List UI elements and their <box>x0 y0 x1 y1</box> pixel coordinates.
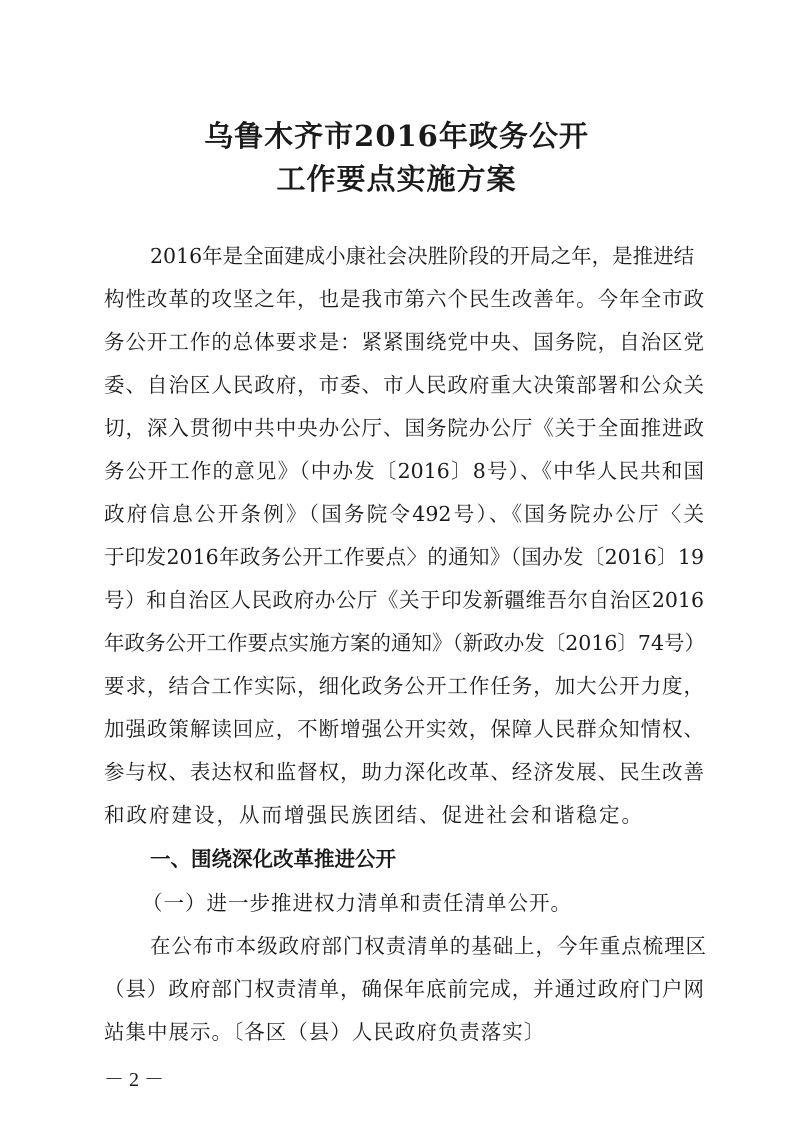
paragraph-line: 在公布市本级政府部门权责清单的基础上，今年重点梳理区 <box>150 934 706 958</box>
paragraph-line: 年政务公开工作要点实施方案的通知》（新政办发〔2016〕74号） <box>104 631 706 655</box>
paragraph-line: 2016年是全面建成小康社会决胜阶段的开局之年，是推进结 <box>150 244 695 268</box>
paragraph-line: 务公开工作的总体要求是：紧紧围绕党中央、国务院，自治区党 <box>104 330 704 354</box>
paragraph-line: 号）和自治区人民政府办公厅《关于印发新疆维吾尔自治区2016 <box>104 588 704 612</box>
paragraph-line: 加强政策解读回应，不断增强公开实效，保障人民群众知情权、 <box>104 717 704 741</box>
paragraph-line: 务公开工作的意见》（中办发〔2016〕8号）、《中华人民共和国 <box>104 459 704 483</box>
paragraph-line: 于印发2016年政务公开工作要点〉的通知》（国办发〔2016〕19 <box>104 545 704 569</box>
paragraph-line: 和政府建设，从而增强民族团结、促进社会和谐稳定。 <box>104 803 644 827</box>
paragraph-line: 政府信息公开条例》（国务院令492号）、《国务院办公厅〈关 <box>104 502 704 526</box>
section-heading: 一、围绕深化改革推进公开 <box>150 847 396 871</box>
paragraph-line: 要求，结合工作实际，细化政务公开工作任务，加大公开力度， <box>104 674 704 698</box>
paragraph-line: （县）政府部门权责清单，确保年底前完成，并通过政府门户网 <box>104 977 704 1001</box>
paragraph-line: 切，深入贯彻中共中央办公厅、国务院办公厅《关于全面推进政 <box>104 416 704 440</box>
subsection-heading: （一）进一步推进权力清单和责任清单公开。 <box>142 891 572 915</box>
paragraph-line: 构性改革的攻坚之年，也是我市第六个民生改善年。今年全市政 <box>104 287 704 311</box>
paragraph-line: 委、自治区人民政府，市委、市人民政府重大决策部署和公众关 <box>104 373 704 397</box>
paragraph-line: 站集中展示。〔各区（县）人民政府负责落实〕 <box>104 1020 546 1044</box>
document-title-line-1: 乌鲁木齐市2016年政务公开 <box>204 119 589 153</box>
paragraph-line: 参与权、表达权和监督权，助力深化改革、经济发展、民生改善 <box>104 760 704 784</box>
page-number: － 2 － <box>104 1069 164 1091</box>
document-title-line-2: 工作要点实施方案 <box>276 162 517 196</box>
